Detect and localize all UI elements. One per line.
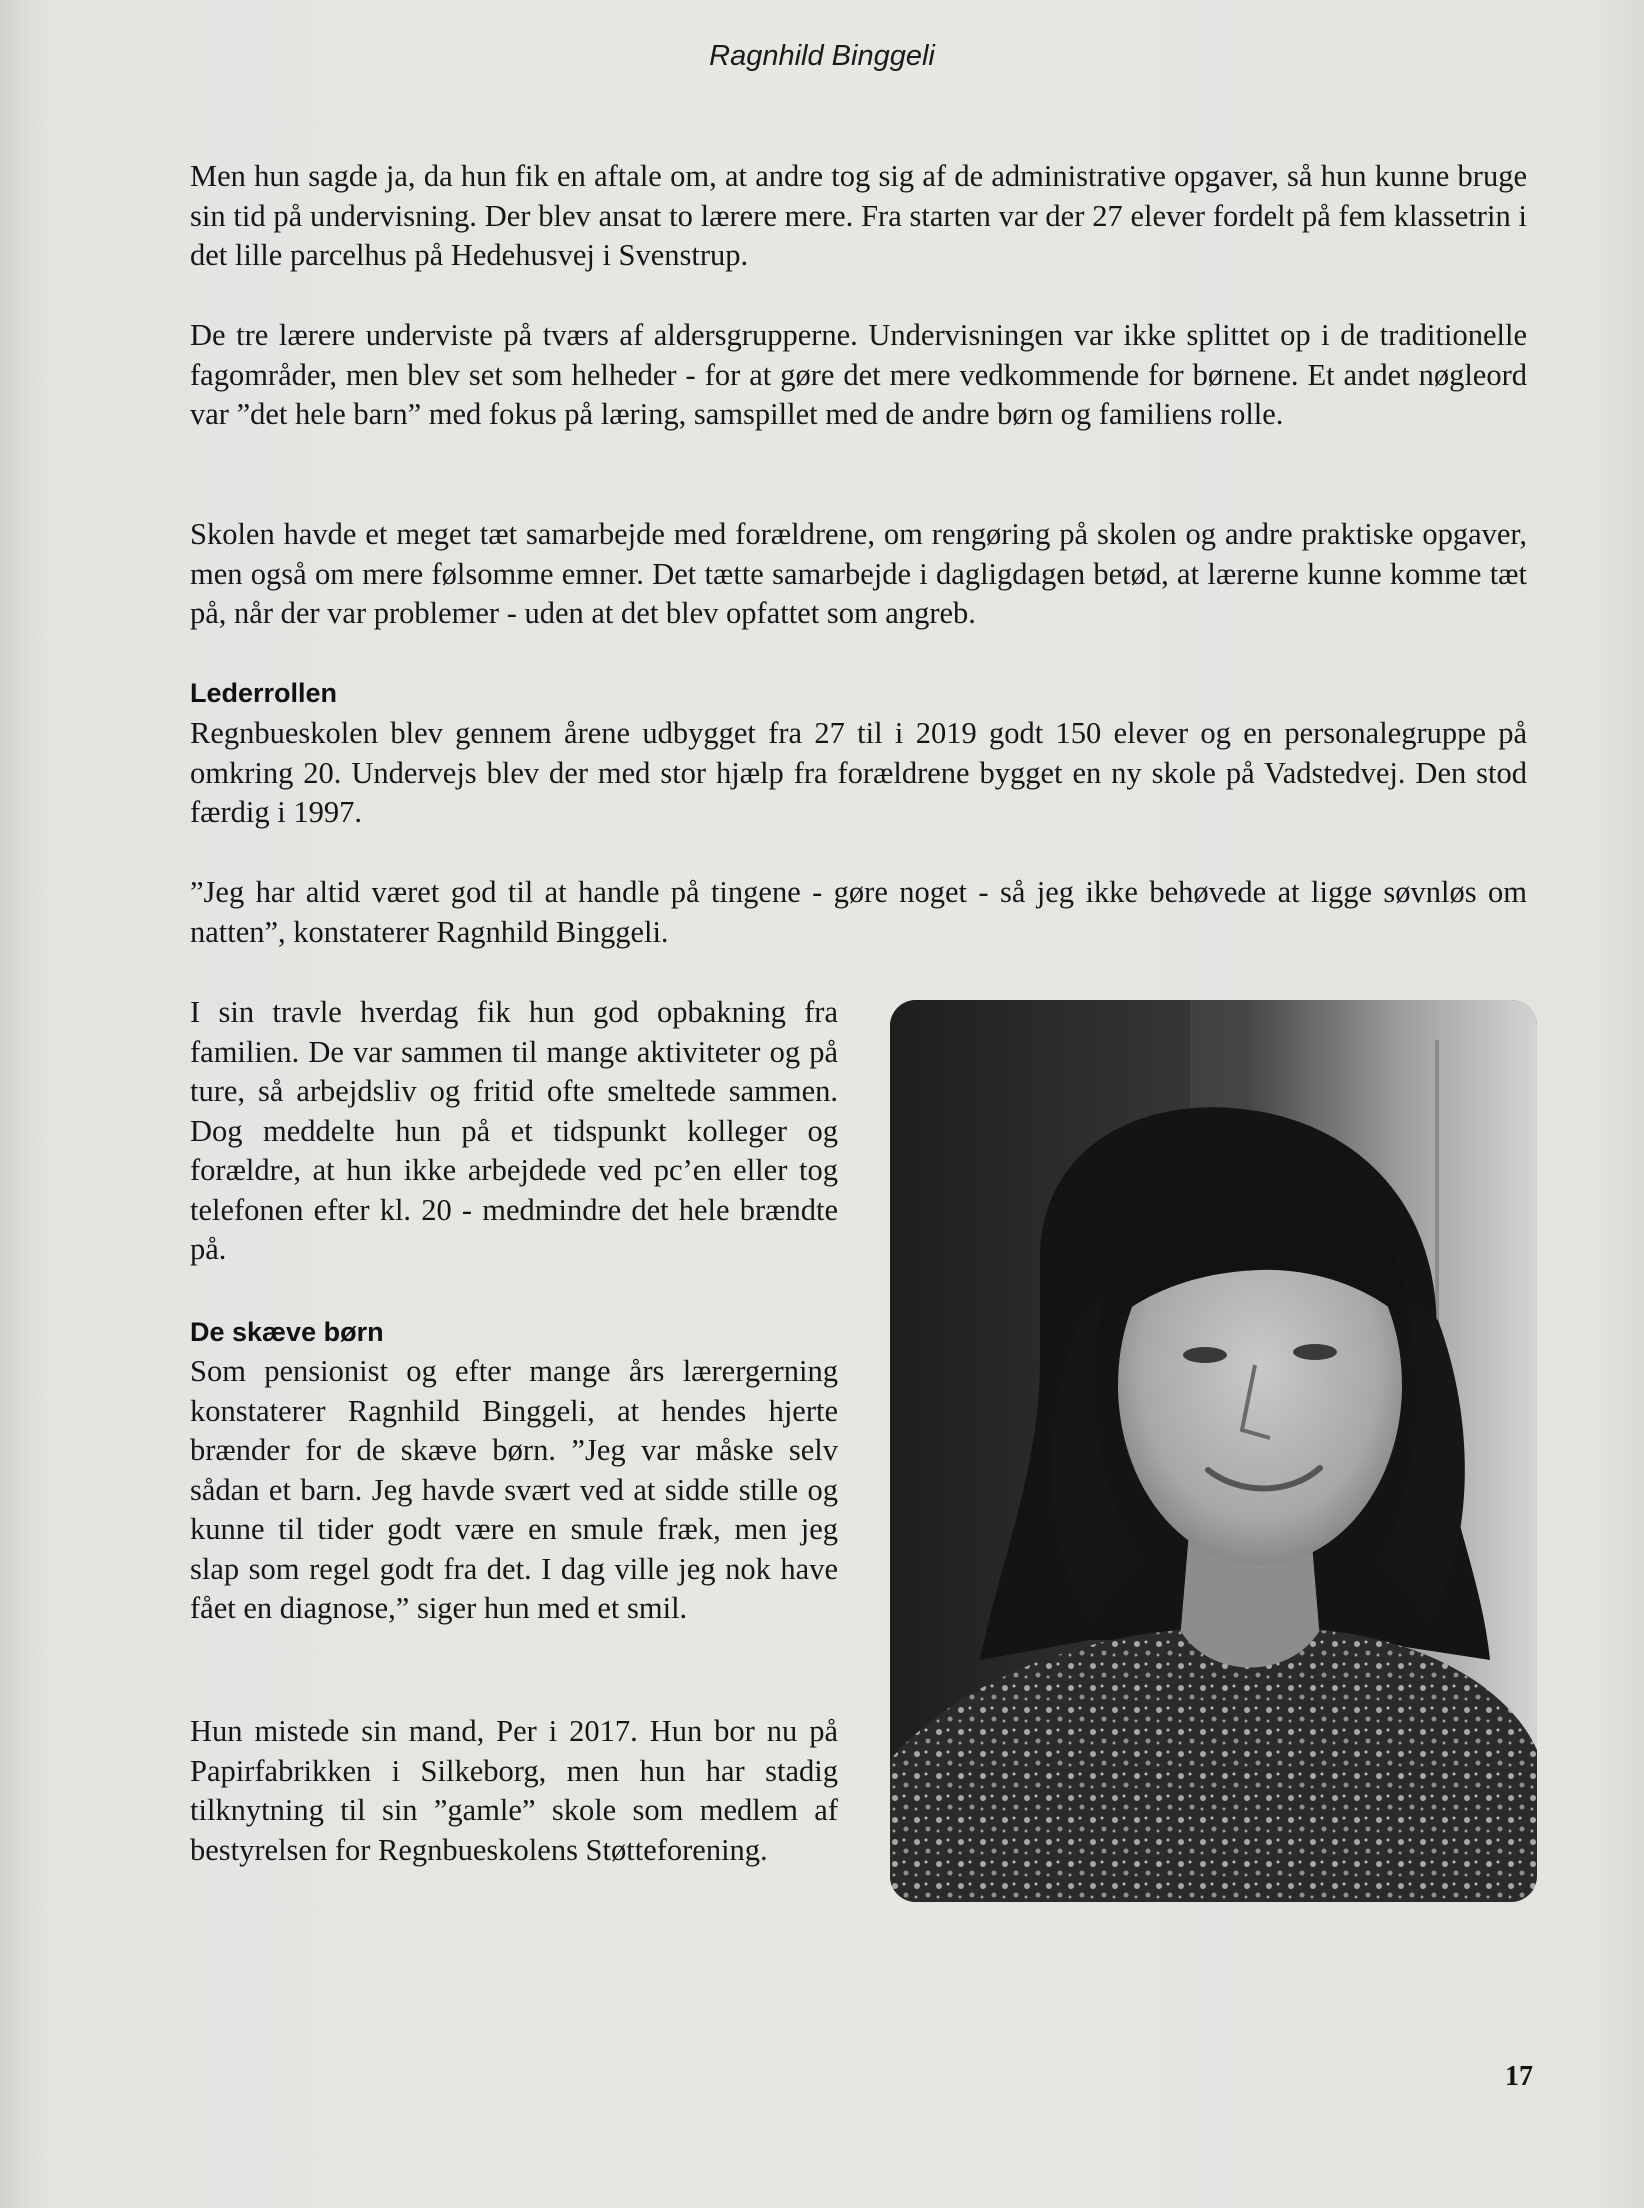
quote-paragraph: ”Jeg har altid været god til at handle på tingene - gøre noget - så jeg ikke behøvede at ligge søvnløs om natten”, konstaterer Ragnhild Binggeli. xyxy=(190,875,1527,949)
paragraph-7: Som pensionist og efter mange års lærergerning konstaterer Ragnhild Binggeli, at hendes hjerte brænder for de skæve børn. ”Jeg var måske selv sådan et barn. Jeg havde svært ved at sidde stille og kunne til tider godt være en smule fræk, men jeg slap som regel godt fra det. I dag ville jeg nok have fået en diagnose,” siger hun med et smil. xyxy=(190,1354,838,1625)
running-head-title: Ragnhild Binggeli xyxy=(709,40,935,72)
page-number: 17 xyxy=(1505,2061,1533,2092)
paragraph-8: Hun mistede sin mand, Per i 2017. Hun bor nu på Papirfabrikken i Silkeborg, men hun har stadig tilknytning til sin ”gamle” skole som medlem af bestyrelsen for Regnbueskolens Støtteforening. xyxy=(190,1714,838,1867)
paragraph-6: I sin travle hverdag fik hun god opbakning fra familien. De var sammen til mange aktiviteter og på ture, så arbejdsliv og fritid ofte smeltede sammen. Dog meddelte hun på et tidspunkt kolleger og forældre, at hun ikke arbejdede ved pc’en eller tog telefonen efter kl. 20 - medmindre det hele brændte på. xyxy=(190,995,838,1266)
section-heading-de-skaeve-boern: De skæve børn xyxy=(190,1317,384,1347)
paragraph-1: Men hun sagde ja, da hun fik en aftale om, at andre tog sig af de administrative opgaver, så hun kunne bruge sin tid på undervisning. Der blev ansat to lærere mere. Fra starten var der 27 elever fordelt på fem klassetrin i det lille parcelhus på Hedehusvej i Svenstrup. xyxy=(190,159,1527,272)
paragraph-2: De tre lærere underviste på tværs af aldersgrupperne. Undervisningen var ikke splittet op i de traditionelle fagområder, men blev set som helheder - for at gøre det mere vedkommende for børnene. Et andet nøgleord var ”det hele barn” med fokus på læring, samspillet med de andre børn og familiens rolle. xyxy=(190,318,1527,431)
section-heading-lederrollen: Lederrollen xyxy=(190,678,338,708)
portrait-photo-icon xyxy=(890,1000,1537,1902)
paragraph-3: Skolen havde et meget tæt samarbejde med forældrene, om rengøring på skolen og andre praktiske opgaver, men også om mere følsomme emner. Det tætte samarbejde i dagligdagen betød, at lærerne kunne komme tæt på, når der var problemer - uden at det blev opfattet som angreb. xyxy=(190,517,1527,630)
paragraph-4: Regnbueskolen blev gennem årene udbygget fra 27 til i 2019 godt 150 elever og en personalegruppe på omkring 20. Undervejs blev der med stor hjælp fra forældrene bygget en ny skole på Vadstedvej. Den stod færdig i 1997. xyxy=(190,716,1527,829)
